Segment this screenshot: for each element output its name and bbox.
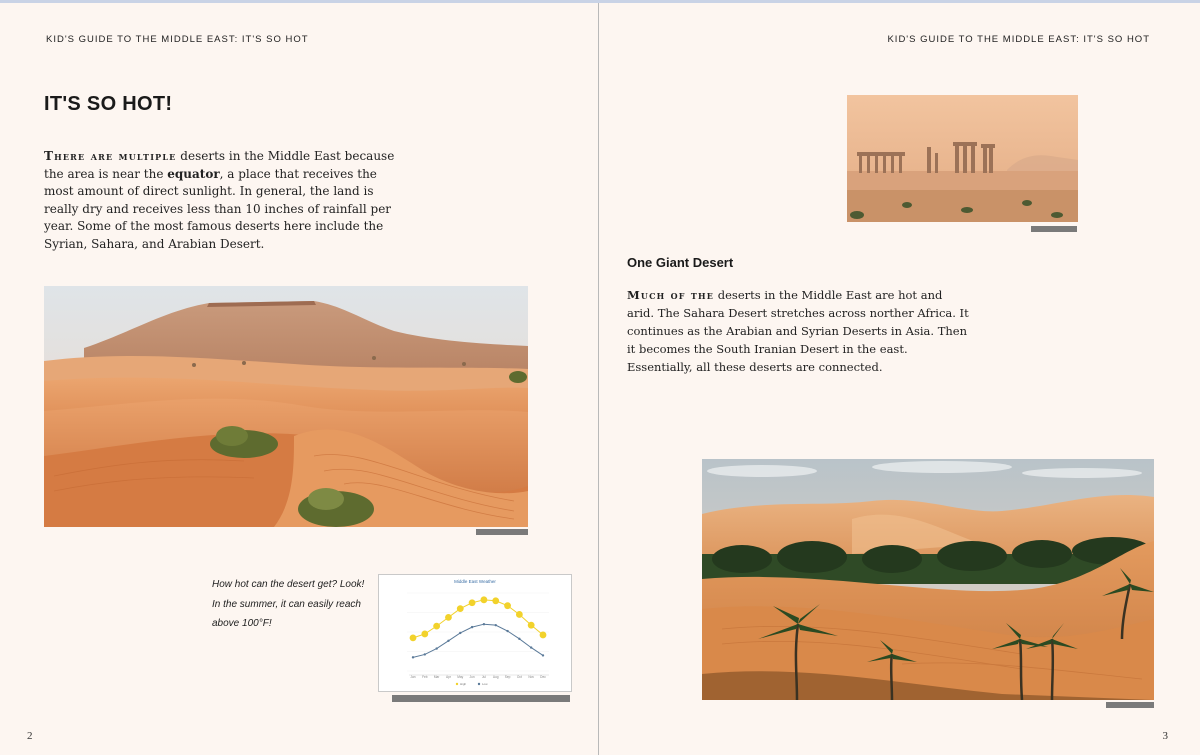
data-point (421, 631, 428, 638)
data-point (447, 640, 449, 642)
data-point (518, 638, 520, 640)
legend-label: Low (482, 682, 488, 687)
lead-in: There are multiple (44, 149, 177, 163)
legend-swatch (478, 683, 480, 685)
oasis-caption-bar (1106, 702, 1154, 708)
data-point (410, 634, 417, 641)
desert-dunes-photo (44, 286, 528, 527)
ancient-ruins-photo (847, 95, 1078, 222)
page-number-left: 2 (27, 730, 33, 742)
data-point (506, 630, 508, 632)
chart-x-ticks (410, 675, 546, 679)
x-tick-label: Dec (540, 675, 546, 679)
legend-swatch (456, 683, 458, 685)
legend-label: High (460, 682, 467, 687)
data-point (459, 632, 461, 634)
x-tick-label: May (457, 675, 464, 679)
data-point (504, 602, 511, 609)
data-point (435, 647, 437, 649)
left-page (0, 3, 599, 755)
intro-text-b: , a place that receives the most amount of direct sunlight. In general, the land is really dry and receives less than 10 inches of rainfall per year. Some of the most famous deserts here include the Syrian, Sahara, and Arabian Desert. (44, 166, 392, 251)
equator-term: equator (167, 166, 220, 181)
data-point (483, 623, 485, 625)
chart-title: Middle East Weather (454, 579, 496, 584)
data-point (540, 632, 547, 639)
chart-caption-bar (392, 695, 570, 702)
weather-chart-svg (379, 575, 571, 691)
data-point (481, 596, 488, 603)
x-tick-label: Sep (504, 675, 511, 679)
data-point (469, 599, 476, 606)
data-point (492, 597, 499, 604)
weather-chart (378, 574, 572, 692)
section-paragraph (627, 286, 972, 376)
running-header-left: KID'S GUIDE TO THE MIDDLE EAST: IT'S SO HOT (46, 34, 309, 45)
chart-note: How hot can the desert get? Look! In the summer, it can easily reach above 100°F! (212, 579, 365, 629)
data-point (471, 626, 473, 628)
chart-series (410, 596, 547, 658)
x-tick-label: Aug (492, 675, 499, 679)
chart-legend (456, 682, 489, 686)
lead-in: Much of the (627, 288, 715, 302)
section-subhead: One Giant Desert (627, 255, 734, 270)
page-title: IT'S SO HOT! (44, 93, 173, 115)
data-point (495, 624, 497, 626)
data-point (412, 656, 414, 658)
photo-caption-bar (476, 529, 528, 535)
running-header-right: KID'S GUIDE TO THE MIDDLE EAST: IT'S SO HOT (887, 34, 1150, 45)
oasis-dunes-photo (702, 459, 1154, 700)
section-text: deserts in the Middle East are hot and arid. The Sahara Desert stretches across norther Africa. It continues as the Arabian and Syrian Deserts in Asia. Then it becomes the South Iranian Desert in the east. Essentially, all these deserts are connected. (627, 288, 969, 374)
data-point (433, 623, 440, 630)
data-point (424, 653, 426, 655)
x-tick-label: Jun (469, 675, 475, 679)
right-page (599, 3, 1200, 755)
x-tick-label: Feb (422, 675, 428, 679)
x-tick-label: Jul (481, 675, 486, 679)
x-tick-label: Apr (445, 675, 451, 679)
x-tick-label: Mar (433, 675, 440, 679)
intro-paragraph (44, 148, 396, 253)
data-point (445, 614, 452, 621)
data-point (530, 646, 532, 648)
data-point (542, 654, 544, 656)
x-tick-label: Nov (528, 675, 535, 679)
ruins-caption-bar (1031, 226, 1077, 232)
x-tick-label: Oct (516, 675, 522, 679)
data-point (516, 611, 523, 618)
data-point (457, 605, 464, 612)
page-number-right: 3 (1162, 730, 1168, 742)
x-tick-label: Jan (410, 675, 416, 679)
data-point (528, 622, 535, 629)
intro-text-a: deserts in the Middle East because the area is near the (44, 149, 395, 181)
